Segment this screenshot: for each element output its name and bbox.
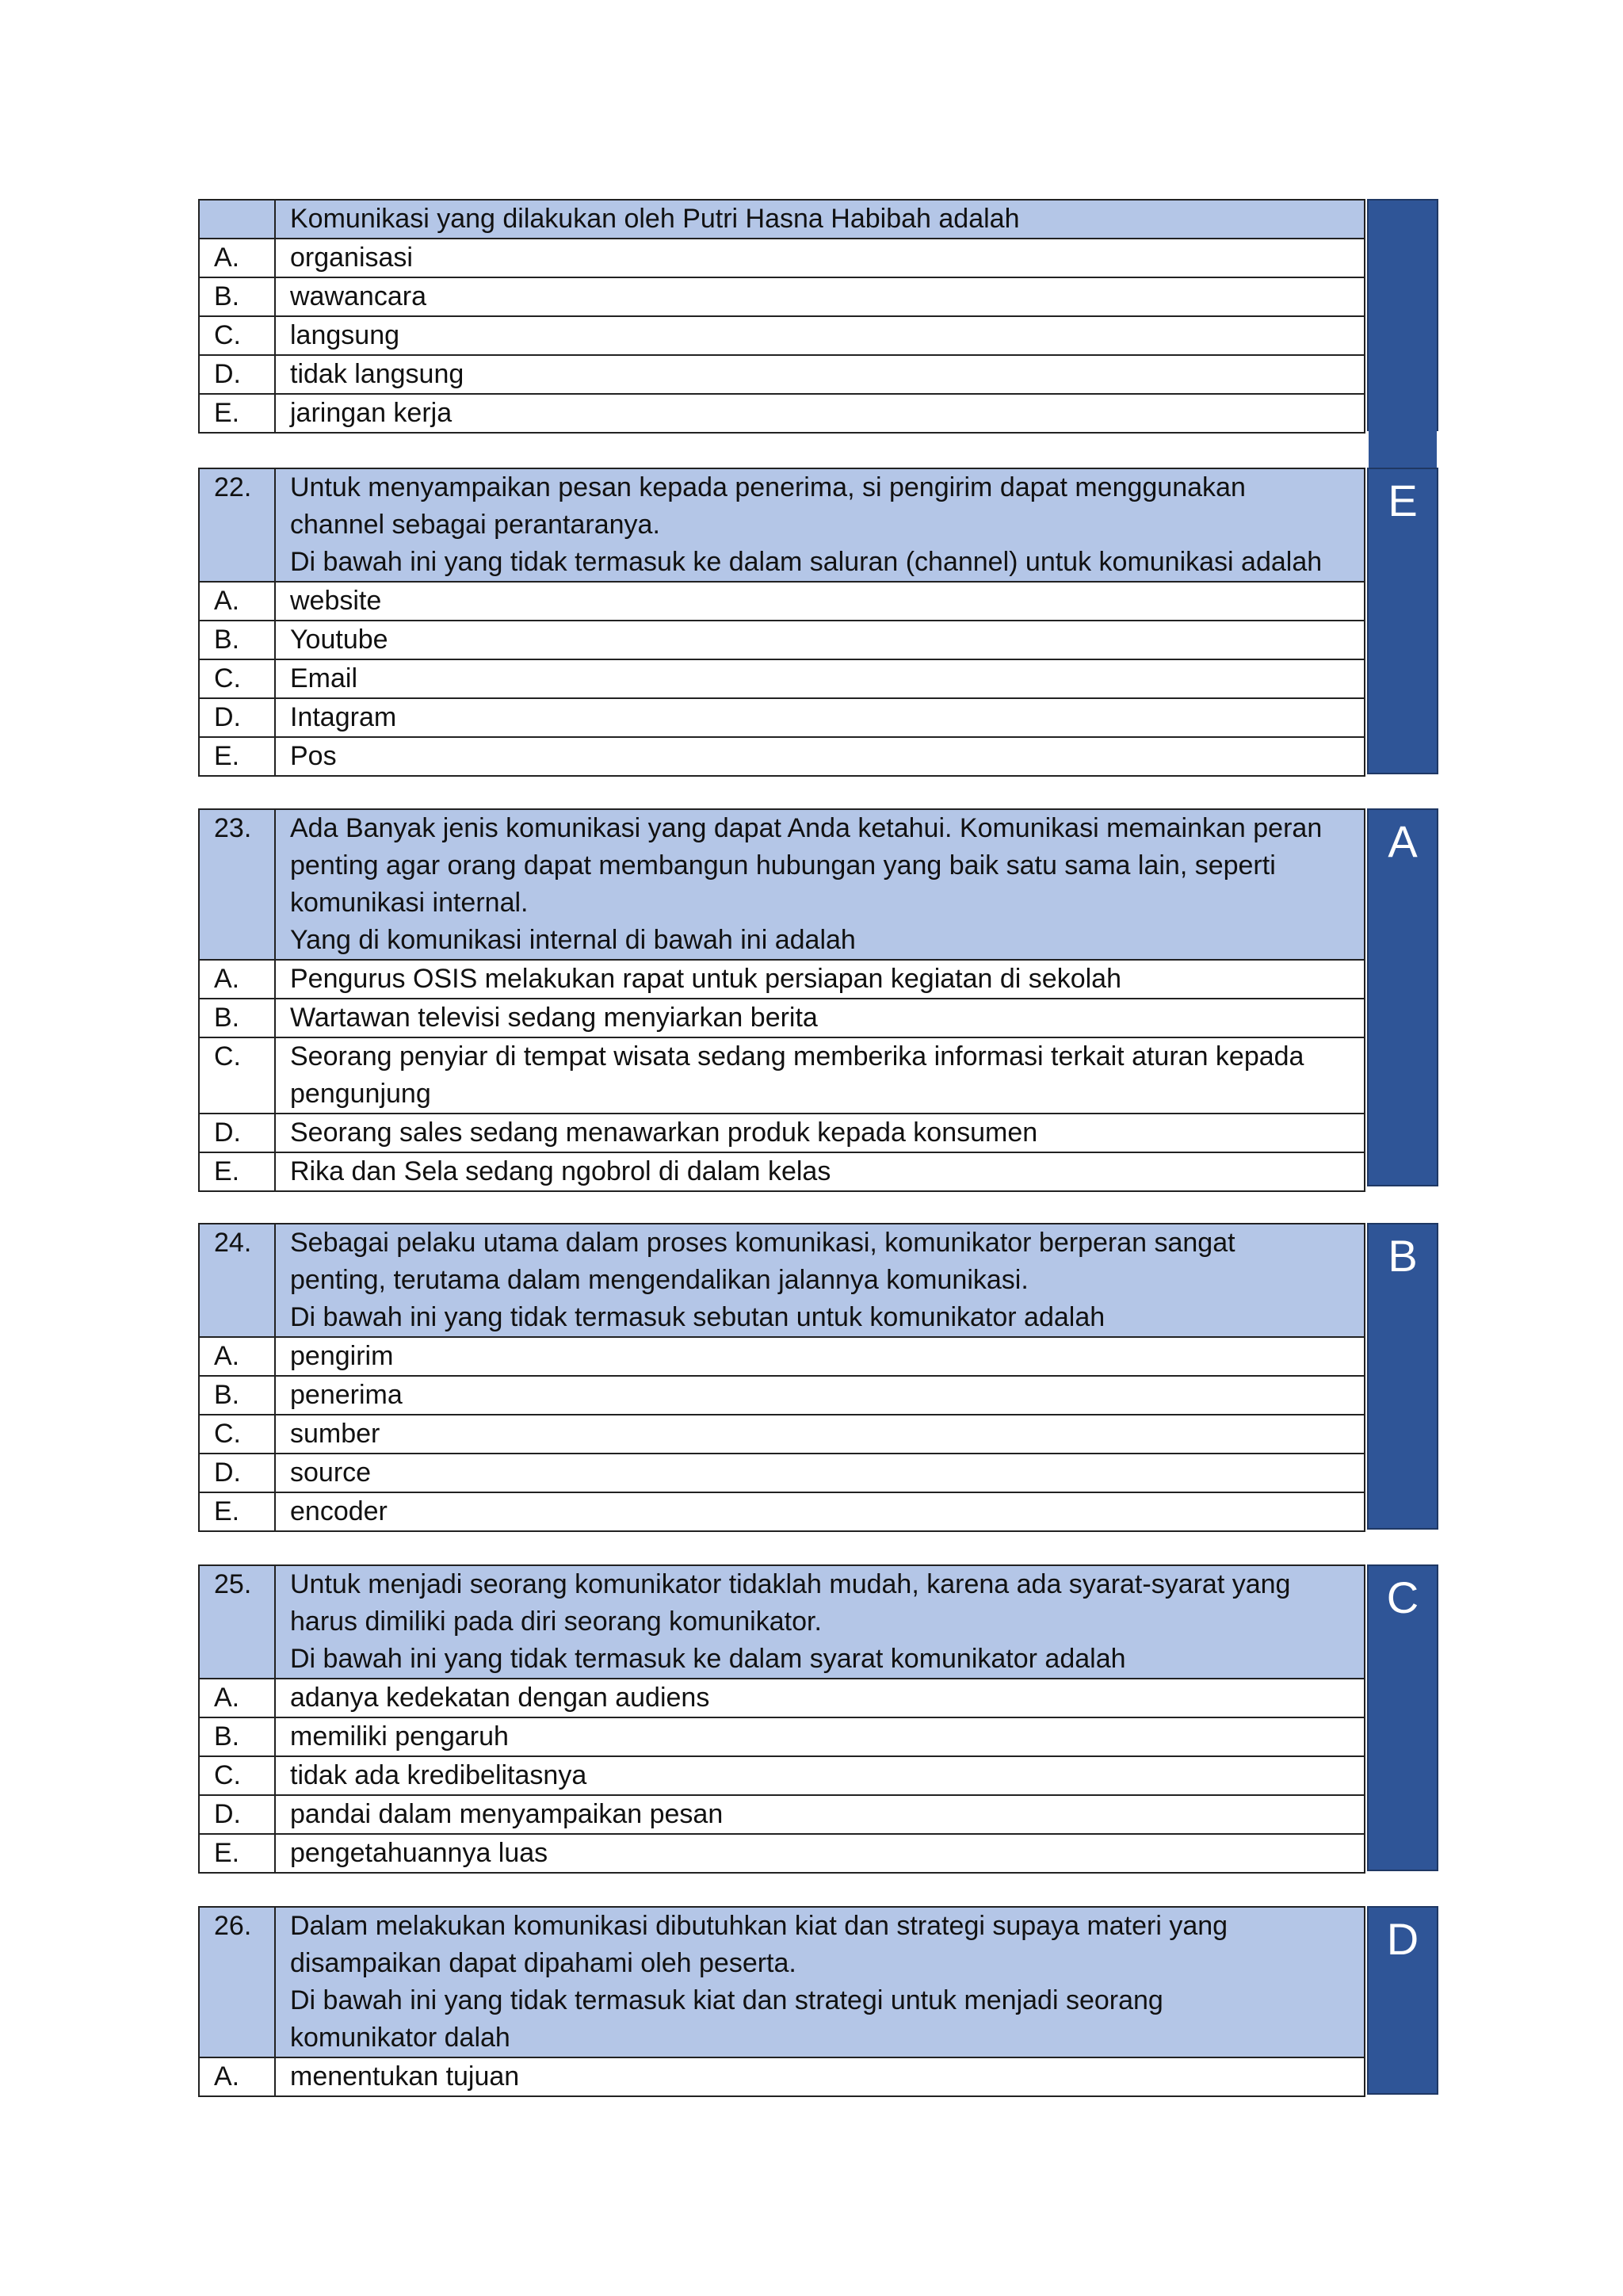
question-number (199, 200, 275, 239)
answer-key-box: A (1367, 808, 1438, 1186)
option-text: Pengurus OSIS melakukan rapat untuk persiapan kegiatan di sekolah (275, 960, 1365, 999)
question-stem-row (199, 468, 1365, 582)
option-row (199, 621, 1365, 659)
option-text: pandai dalam menyampaikan pesan (275, 1795, 1365, 1834)
question-stem-row (199, 1565, 1365, 1679)
answer-key-box: D (1367, 1906, 1438, 2095)
question-block (198, 1906, 1438, 2097)
option-letter: B. (199, 1376, 275, 1415)
question-block (198, 468, 1438, 777)
answer-key-box: C (1367, 1564, 1438, 1871)
option-letter: B. (199, 621, 275, 659)
answer-key-box: E (1367, 468, 1438, 774)
question-stem: Untuk menyampaikan pesan kepada penerima, si pengirim dapat menggunakan channel sebagai perantaranya. Di bawah ini yang tidak termasuk ke dalam saluran (channel) untuk komunikasi adalah (275, 468, 1365, 582)
option-row (199, 1679, 1365, 1717)
option-text: tidak langsung (275, 355, 1365, 394)
option-letter: C. (199, 1415, 275, 1454)
option-letter: C. (199, 1756, 275, 1795)
option-text: jaringan kerja (275, 394, 1365, 433)
option-letter: D. (199, 1795, 275, 1834)
option-letter: E. (199, 1152, 275, 1191)
option-letter: E. (199, 1492, 275, 1531)
question-number: 25. (199, 1565, 275, 1679)
option-letter: C. (199, 1037, 275, 1114)
option-text: penerima (275, 1376, 1365, 1415)
option-text: tidak ada kredibelitasnya (275, 1756, 1365, 1795)
option-row (199, 737, 1365, 776)
option-row (199, 1376, 1365, 1415)
option-text: source (275, 1454, 1365, 1492)
option-row (199, 277, 1365, 316)
question-stem-row (199, 1224, 1365, 1337)
question-block (198, 199, 1438, 434)
option-text: organisasi (275, 239, 1365, 277)
option-text: langsung (275, 316, 1365, 355)
option-row (199, 582, 1365, 621)
question-block (198, 808, 1438, 1192)
option-letter: A. (199, 1679, 275, 1717)
option-row (199, 1492, 1365, 1531)
question-table (198, 1223, 1365, 1532)
question-block (198, 1564, 1438, 1874)
option-letter: A. (199, 960, 275, 999)
option-row (199, 1795, 1365, 1834)
option-row (199, 1037, 1365, 1114)
question-stem: Dalam melakukan komunikasi dibutuhkan kiat dan strategi supaya materi yang disampaikan dapat dipahami oleh peserta. Di bawah ini yang tidak termasuk kiat dan strategi untuk menjadi seorang komunikator dalah (275, 1907, 1365, 2057)
option-text: menentukan tujuan (275, 2057, 1365, 2096)
option-text: website (275, 582, 1365, 621)
option-text: wawancara (275, 277, 1365, 316)
question-stem: Komunikasi yang dilakukan oleh Putri Hasna Habibah adalah (275, 200, 1365, 239)
option-row (199, 2057, 1365, 2096)
option-row (199, 1337, 1365, 1376)
option-text: Intagram (275, 698, 1365, 737)
question-stem: Untuk menjadi seorang komunikator tidaklah mudah, karena ada syarat-syarat yang harus dimiliki pada diri seorang komunikator. Di bawah ini yang tidak termasuk ke dalam syarat komunikator adalah (275, 1565, 1365, 1679)
option-row (199, 1454, 1365, 1492)
option-letter: C. (199, 659, 275, 698)
option-row (199, 1756, 1365, 1795)
question-table (198, 199, 1365, 434)
option-letter: E. (199, 737, 275, 776)
option-text: sumber (275, 1415, 1365, 1454)
option-row (199, 239, 1365, 277)
question-number: 26. (199, 1907, 275, 2057)
question-number: 22. (199, 468, 275, 582)
question-stem: Ada Banyak jenis komunikasi yang dapat Anda ketahui. Komunikasi memainkan peran penting agar orang dapat membangun hubungan yang baik satu sama lain, seperti komunikasi internal. Yang di komunikasi internal di bawah ini adalah (275, 809, 1365, 960)
option-letter: A. (199, 239, 275, 277)
option-row (199, 659, 1365, 698)
option-text: adanya kedekatan dengan audiens (275, 1679, 1365, 1717)
option-letter: D. (199, 698, 275, 737)
option-row (199, 999, 1365, 1037)
answer-key-box (1367, 199, 1438, 431)
option-text: Seorang sales sedang menawarkan produk kepada konsumen (275, 1114, 1365, 1152)
question-stem-row (199, 809, 1365, 960)
option-row (199, 316, 1365, 355)
option-text: encoder (275, 1492, 1365, 1531)
answer-key-box: B (1367, 1223, 1438, 1530)
option-row (199, 1834, 1365, 1873)
option-letter: A. (199, 1337, 275, 1376)
question-stem-row (199, 1907, 1365, 2057)
option-text: pengetahuannya luas (275, 1834, 1365, 1873)
option-text: Email (275, 659, 1365, 698)
question-table (198, 1906, 1365, 2097)
question-table (198, 468, 1365, 777)
question-table (198, 808, 1365, 1192)
option-letter: A. (199, 582, 275, 621)
option-row (199, 1717, 1365, 1756)
option-row (199, 1152, 1365, 1191)
option-text: Youtube (275, 621, 1365, 659)
option-row (199, 1415, 1365, 1454)
option-row (199, 394, 1365, 433)
question-stem: Sebagai pelaku utama dalam proses komunikasi, komunikator berperan sangat penting, terutama dalam mengendalikan jalannya komunikasi. Di bawah ini yang tidak termasuk sebutan untuk komunikator adalah (275, 1224, 1365, 1337)
option-letter: D. (199, 1454, 275, 1492)
answer-key-connector (1369, 430, 1437, 468)
question-number: 24. (199, 1224, 275, 1337)
option-row (199, 1114, 1365, 1152)
question-stem-row (199, 200, 1365, 239)
option-text: memiliki pengaruh (275, 1717, 1365, 1756)
option-letter: B. (199, 277, 275, 316)
option-letter: D. (199, 1114, 275, 1152)
option-letter: C. (199, 316, 275, 355)
option-letter: E. (199, 394, 275, 433)
option-text: Rika dan Sela sedang ngobrol di dalam kelas (275, 1152, 1365, 1191)
option-row (199, 960, 1365, 999)
option-text: Seorang penyiar di tempat wisata sedang memberika informasi terkait aturan kepada pengunjung (275, 1037, 1365, 1114)
question-block (198, 1223, 1438, 1532)
option-letter: A. (199, 2057, 275, 2096)
option-text: Wartawan televisi sedang menyiarkan berita (275, 999, 1365, 1037)
option-letter: D. (199, 355, 275, 394)
option-letter: B. (199, 1717, 275, 1756)
option-row (199, 355, 1365, 394)
question-table (198, 1564, 1365, 1874)
question-number: 23. (199, 809, 275, 960)
option-letter: B. (199, 999, 275, 1037)
option-letter: E. (199, 1834, 275, 1873)
option-text: pengirim (275, 1337, 1365, 1376)
option-row (199, 698, 1365, 737)
option-text: Pos (275, 737, 1365, 776)
